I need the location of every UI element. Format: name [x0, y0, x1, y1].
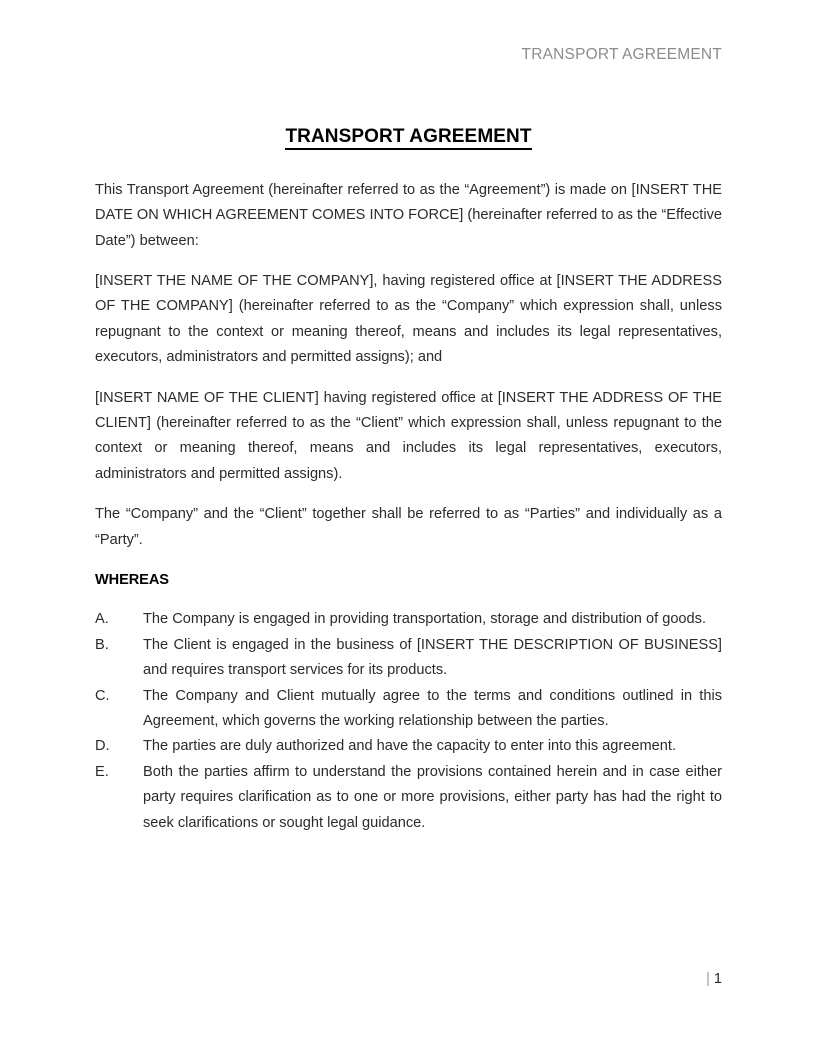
- list-item: [95, 760, 722, 836]
- list-item: [95, 633, 722, 684]
- list-marker: B.: [95, 636, 109, 653]
- list-marker: C.: [95, 687, 110, 704]
- page-title-text: TRANSPORT AGREEMENT: [285, 126, 531, 150]
- recitals-list: [95, 607, 722, 836]
- list-item: [95, 734, 722, 759]
- list-marker: A.: [95, 611, 109, 628]
- page-title: [95, 125, 722, 150]
- list-item: [95, 684, 722, 735]
- list-marker: D.: [95, 738, 110, 755]
- footer-separator: |: [706, 971, 710, 987]
- running-header: TRANSPORT AGREEMENT: [521, 46, 722, 63]
- paragraph-parties-definition: The “Company” and the “Client” together shall be referred to as “Parties” and individually as a “Party”.: [95, 506, 722, 548]
- paragraph-client-party: [INSERT NAME OF THE CLIENT] having registered office at [INSERT THE ADDRESS OF THE CLIENT] (hereinafter referred to as the “Client” which expression shall, unless repugnant to the context or meaning thereof, means and includes its legal representatives, executors, administrators and permitted assigns).: [95, 389, 722, 482]
- paragraph-company-party: [INSERT THE NAME OF THE COMPANY], having registered office at [INSERT THE ADDRESS OF THE COMPANY] (hereinafter referred to as the “Company” which expression shall, unless repugnant to the context or meaning thereof, means and includes its legal representatives, executors, administrators and permitted assigns); and: [95, 272, 722, 366]
- list-item-text: Both the parties affirm to understand the provisions contained herein and in case either party requires clarification as to one or more provisions, either party has had the right to seek clarifications or sought legal guidance.: [143, 763, 722, 831]
- paragraph-preamble-date: This Transport Agreement (hereinafter referred to as the “Agreement”) is made on [INSERT THE DATE ON WHICH AGREEMENT COMES INTO FORCE] (hereinafter referred to as the “Effective Date”) between:: [95, 181, 722, 249]
- list-item-text: The Client is engaged in the business of [INSERT THE DESCRIPTION OF BUSINESS] and requires transport services for its products.: [143, 636, 722, 679]
- list-item-text: The parties are duly authorized and have the capacity to enter into this agreement.: [143, 738, 676, 755]
- section-heading-whereas: WHEREAS: [95, 571, 169, 588]
- list-marker: E.: [95, 763, 109, 780]
- list-item-text: The Company and Client mutually agree to the terms and conditions outlined in this Agreement, which governs the working relationship between the parties.: [143, 687, 722, 729]
- list-item: [95, 607, 722, 632]
- document-body: [95, 125, 722, 836]
- page-footer: [95, 971, 722, 987]
- list-item-text: The Company is engaged in providing transportation, storage and distribution of goods.: [143, 611, 707, 628]
- footer-page-number: 1: [713, 971, 722, 987]
